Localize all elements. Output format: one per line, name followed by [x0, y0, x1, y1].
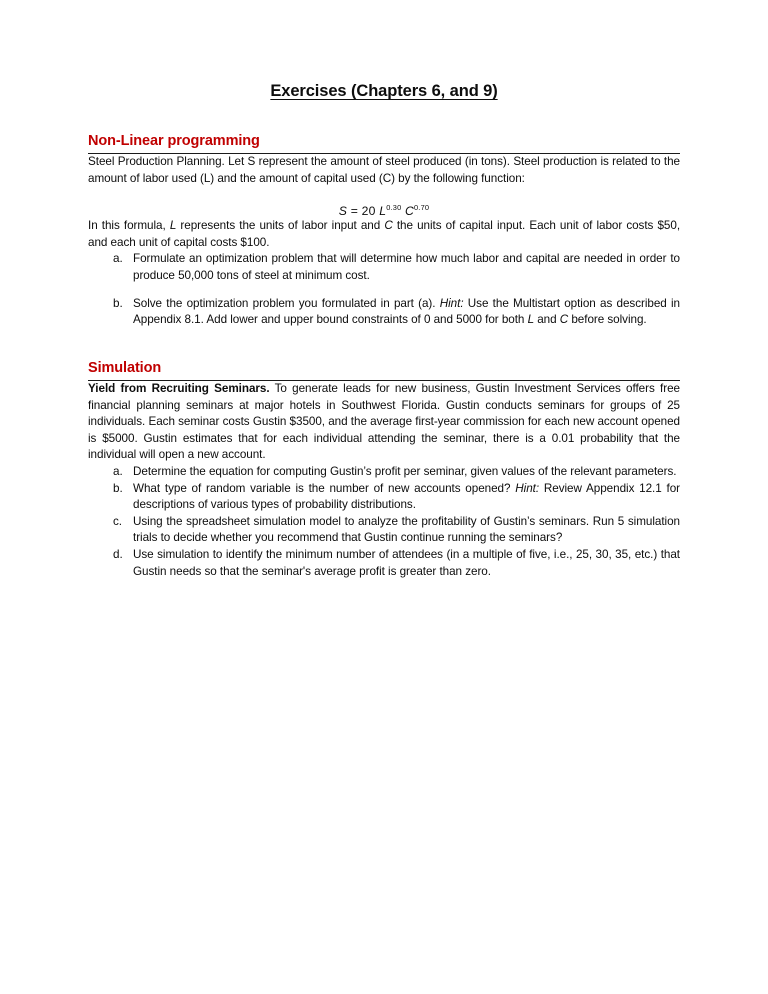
formula-exponent-labor: 0.30: [386, 203, 402, 213]
formula-exponent-capital: 0.70: [414, 203, 430, 213]
steel-production-intro-paragraph: Steel Production Planning. Let S represent the amount of steel produced (in tons). Steel production is related to the amount of labor used (L) and the amount of capital used (C) by the following function:: [88, 154, 680, 185]
document-content: [88, 82, 680, 580]
list-item-text: [133, 297, 680, 327]
list-marker: b.: [113, 481, 123, 495]
list-marker: c.: [113, 514, 122, 528]
list-item: [88, 514, 680, 547]
variable-labor: L: [527, 313, 535, 327]
list-marker: a.: [113, 464, 123, 478]
hint-label: Hint:: [515, 481, 540, 495]
explanation-part-1: In this formula,: [88, 219, 170, 233]
list-item-text: Determine the equation for computing Gustin’s profit per seminar, given values of the relevant parameters.: [133, 464, 677, 478]
item-part-1: What type of random variable is the number of new accounts opened?: [133, 481, 516, 495]
formula-coefficient: 20: [361, 204, 376, 219]
section-non-linear-programming: [88, 132, 680, 329]
explanation-part-3: the units of capital input. Each unit of labor costs $50, and each unit of capital costs $100.: [88, 219, 681, 249]
list-marker: b.: [113, 296, 123, 310]
variable-capital: C: [384, 219, 393, 233]
list-item: [88, 296, 680, 329]
section-simulation: [88, 359, 680, 580]
page-title: [88, 82, 680, 102]
nlp-question-list: [88, 251, 680, 328]
formula-equals: =: [350, 204, 359, 219]
list-item: [88, 464, 680, 481]
formula-explanation-paragraph: [88, 218, 680, 251]
variable-capital: C: [559, 313, 569, 327]
explanation-part-2: represents the units of labor input and: [176, 219, 385, 233]
item-part-3: and: [534, 313, 560, 327]
formula-base-capital: C: [404, 204, 414, 219]
formula-lhs: S: [338, 204, 348, 219]
formula-base-labor: L: [379, 204, 387, 219]
item-part-2: Review Appendix 12.1 for descriptions of various types of probability distributions.: [133, 481, 680, 512]
page-title-text: Exercises (Chapters 6, and 9): [270, 82, 498, 100]
list-item-text: Using the spreadsheet simulation model to analyze the profitability of Gustin’s seminars. Run 5 simulation trials to decide whether you recommend that Gustin continue running the seminars?: [133, 514, 680, 545]
run-in-heading: Yield from Recruiting Seminars.: [88, 381, 270, 395]
list-item-text: Use simulation to identify the minimum number of attendees (in a multiple of five, i.e., 25, 30, 35, etc.) that Gustin needs so that the seminar's average profit is greater than zero.: [133, 548, 680, 578]
list-item: [88, 481, 680, 514]
recruiting-seminars-intro-paragraph: [88, 381, 680, 464]
list-item-text: Formulate an optimization problem that will determine how much labor and capital are needed in order to produce 50,000 tons of steel at minimum cost.: [133, 252, 680, 282]
section-heading-simulation: Simulation: [88, 359, 162, 376]
item-part-4: before solving.: [568, 313, 647, 327]
list-item: [88, 547, 680, 580]
variable-labor: L: [169, 219, 177, 233]
intro-body-text: To generate leads for new business, Gustin Investment Services offers free financial planning seminars at major hotels in Southwest Florida. Gustin conducts seminars for groups of 25 individuals. Each seminar costs Gustin $3500, and the average first-year commission for each new account opened is $5000. Gustin estimates that for each individual attending the seminar, there is a 0.01 probability that the individual will open a new account.: [88, 381, 680, 462]
simulation-question-list: [88, 464, 680, 580]
hint-label: Hint:: [439, 296, 464, 310]
production-function-formula: [88, 204, 680, 218]
item-part-1: Solve the optimization problem you formulated in part (a).: [133, 296, 440, 310]
list-item: [88, 251, 680, 284]
section-heading-non-linear-programming: Non-Linear programming: [88, 132, 260, 149]
list-marker: a.: [113, 252, 123, 266]
list-item-text: [133, 482, 680, 512]
item-part-2: Use the Multistart option as described in Appendix 8.1. Add lower and upper bound constraints of 0 and 5000 for both: [133, 296, 680, 327]
list-marker: d.: [113, 548, 123, 562]
